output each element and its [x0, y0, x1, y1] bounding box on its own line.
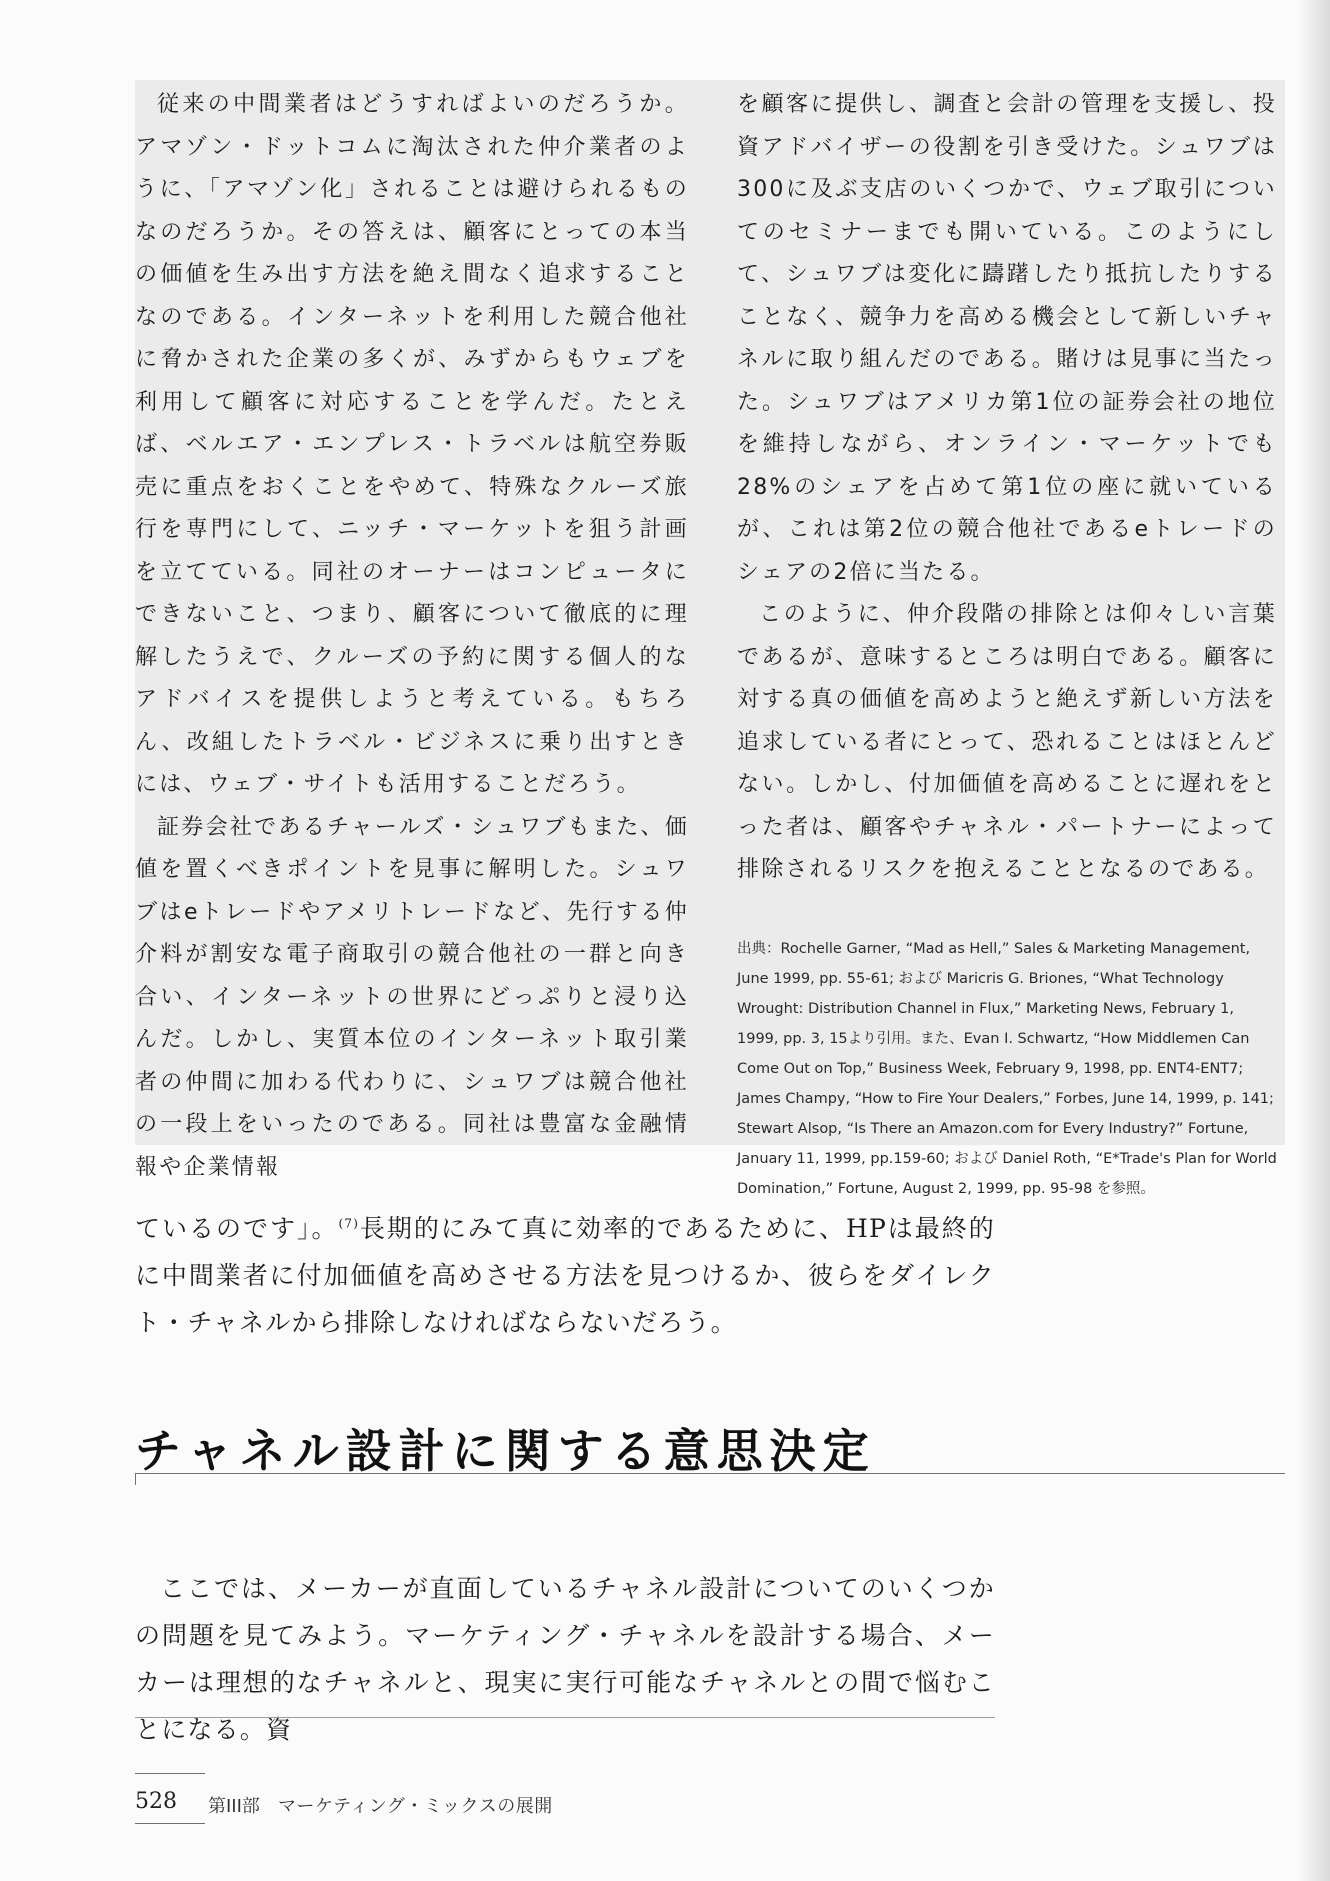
source-citation: [737, 934, 1277, 1204]
section-lead-paragraph: [135, 1565, 995, 1753]
case-study-paragraph: 従来の中間業者はどうすればよいのだろうか。アマゾン・ドットコムに淘汰された仲介業者のように、「アマゾン化」されることは避けられるものなのだろうか。その答えは、顧客にとっての本当の価値を生み出す方法を絶え間なく追求することなのである。インターネットを利用した競合他社に脅かされた企業の多くが、みずからもウェブを利用して顧客に対応することを学んだ。たとえば、ベルエア・エンプレス・トラベルは航空券販売に重点をおくことをやめて、特殊なクルーズ旅行を専門にして、ニッチ・マーケットを狙う計画を立てている。同社のオーナーはコンピュータにできないこと、つまり、顧客について徹底的に理解したうえで、クルーズの予約に関する個人的なアドバイスを提供しようと考えている。もちろん、改組したトラベル・ビジネスに乗り出すときには、ウェブ・サイトも活用することだろう。: [135, 92, 689, 797]
running-part-label: 第III部: [208, 1796, 260, 1817]
section-lead-text: ここでは、メーカーが直面しているチャネル設計についてのいくつかの問題を見てみよう。マーケティング・チャネルを設計する場合、メーカーは理想的なチャネルと、現実に実行可能なチャネルとの間で悩むことになる。資: [135, 1574, 995, 1744]
case-study-right-column: [737, 84, 1277, 1204]
footer-rule: [135, 1773, 205, 1774]
page-number: 528: [135, 1789, 177, 1814]
case-study-paragraph: 証券会社であるチャールズ・シュワブもまた、価値を置くべきポイントを見事に解明した。シュワブはeトレードやアメリトレードなど、先行する仲介料が割安な電子商取引の競合他社の一群と向き合い、インターネットの世界にどっぷりと浸り込んだ。しかし、実質本位のインターネット取引業者の仲間に加わる代わりに、シュワブは競合他社の一段上をいったのである。同社は豊富な金融情報や企業情報: [135, 814, 689, 1180]
case-study-paragraph: このように、仲介段階の排除とは仰々しい言葉であるが、意味するところは明白である。顧客に対する真の価値を高めようと絶えず新しい方法を追求している者にとって、恐れることはほとんどない。しかし、付加価値を高めることに遅れをとった者は、顧客やチャネル・パートナーによって排除されるリスクを抱えることとなるのである。: [737, 602, 1277, 882]
text-bottom-rule: [135, 1717, 995, 1718]
page-edge-shadow: [1296, 0, 1330, 1881]
case-study-left-column: [135, 84, 689, 1189]
footer-rule: [135, 1823, 205, 1824]
heading-rule: [135, 1473, 1285, 1474]
running-section-label: マーケティング・ミックスの展開: [278, 1796, 553, 1817]
section-heading: チャネル設計に関する意思決定: [135, 1424, 876, 1478]
case-study-box: [135, 80, 1285, 1197]
heading-rule-tick: [135, 1474, 136, 1485]
intro-text-start: ているのです」。: [135, 1214, 339, 1243]
source-citation-text: 出典：Rochelle Garner, “Mad as Hell,” Sales & Marketing Management, June 1999, pp. 55-61; および Maricris G. Briones, “What Technology Wrought: Distribution Channel in Flux,” Marketing News, February 1, 1999, pp. 3, 15より引用。また、Evan I. Schwartz, “How Middlemen Can Come Out on Top,” Business Week, February 9, 1998, pp. ENT4-ENT7; James Champy, “How to Fire Your Dealers,” Forbes, June 14, 1999, p. 141; Stewart Alsop, “Is There an Amazon.com for Every Industry?” Fortune, January 11, 1999, pp.159-60; および Daniel Roth, “E*Trade's Plan for World Domination,” Fortune, August 2, 1999, pp. 95-98 を参照。: [737, 940, 1277, 1197]
footnote-ref: (7): [338, 1216, 360, 1231]
intro-text-end: 長期的にみて真に効率的であるために、HPは最終的に中間業者に付加価値を高めさせる方法を見つけるか、彼らをダイレクト・チャネルから排除しなければならないだろう。: [135, 1214, 995, 1337]
intro-paragraph: [135, 1205, 995, 1346]
case-study-paragraph-continued: を顧客に提供し、調査と会計の管理を支援し、投資アドバイザーの役割を引き受けた。シュワブは300に及ぶ支店のいくつかで、ウェブ取引についてのセミナーまでも開いている。このようにして、シュワブは変化に躊躇したり抵抗したりすることなく、競争力を高める機会として新しいチャネルに取り組んだのである。賭けは見事に当たった。シュワブはアメリカ第1位の証券会社の地位を維持しながら、オンライン・マーケットでも28%のシェアを占めて第1位の座に就いているが、これは第2位の競合他社であるeトレードのシェアの2倍に当たる。: [737, 92, 1277, 585]
